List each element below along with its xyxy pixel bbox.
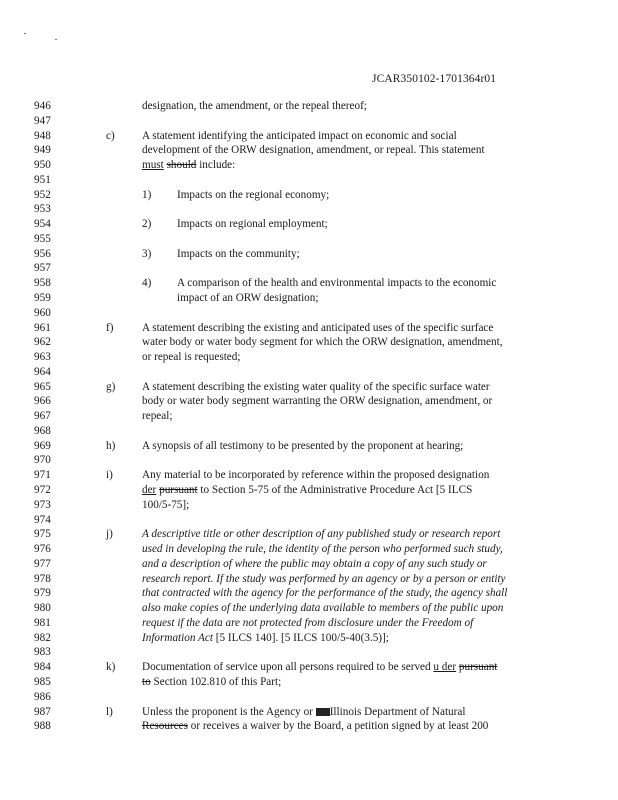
text-run: to Section 5-75 of the Administrative Procedure Act [5 ILCS [197, 484, 473, 497]
text-run: repeal; [142, 410, 173, 423]
item-label: 1) [142, 188, 152, 201]
document-line [0, 661, 618, 674]
item-label: g) [106, 380, 116, 393]
line-number: 982 [34, 631, 51, 644]
text-run: [5 ILCS 140]. [5 ILCS 100/5-40(3.5)]; [212, 631, 389, 644]
line-number: 955 [34, 232, 51, 245]
item-label: l) [106, 705, 113, 718]
line-text [142, 336, 503, 349]
line-number: 951 [34, 173, 51, 186]
line-text [142, 144, 485, 157]
document-line [0, 706, 618, 719]
item-label: h) [106, 439, 116, 452]
text-run: that contracted with the agency for the performance of the study, the agency shall [142, 587, 508, 600]
line-text [142, 395, 492, 408]
document-line [0, 528, 618, 541]
line-number: 958 [34, 277, 51, 290]
text-run: Impacts on regional employment; [177, 218, 328, 231]
text-run: Information Act [142, 631, 213, 644]
item-label: c) [106, 129, 115, 142]
item-label: 4) [142, 277, 152, 290]
document-line [0, 573, 618, 586]
line-number: 947 [34, 114, 51, 127]
document-line [0, 159, 618, 172]
text-run: or receives a waiver by the Board, a petition signed by at least 200 [187, 720, 489, 733]
line-number: 969 [34, 439, 51, 452]
text-run: designation, the amendment, or the repeal thereof; [142, 100, 367, 112]
line-number: 985 [34, 676, 51, 689]
line-text [142, 351, 240, 364]
struck-text: pursuant [159, 484, 198, 497]
struck-text: to [142, 676, 151, 689]
line-number: 959 [34, 292, 51, 304]
line-number: 962 [34, 336, 51, 349]
line-number: 977 [34, 557, 51, 570]
line-text [142, 720, 488, 733]
line-number: 976 [34, 543, 51, 556]
document-line [0, 307, 618, 320]
document-line [0, 454, 618, 467]
line-number: 948 [34, 129, 51, 142]
document-line [0, 292, 618, 305]
line-text [142, 587, 507, 600]
document-line [0, 514, 618, 527]
line-number: 973 [34, 498, 51, 511]
redaction-mark [316, 708, 330, 716]
line-number: 954 [34, 218, 51, 231]
line-text [142, 676, 281, 689]
line-number: 956 [34, 247, 51, 260]
line-number: 952 [34, 188, 51, 201]
document-line [0, 130, 618, 143]
text-run: or repeal is requested; [142, 351, 241, 364]
text-run: impact of an ORW designation; [177, 292, 319, 304]
text-run: used in developing the rule, the identity of the person who performed such study, [142, 543, 503, 556]
text-run: development of the ORW designation, amendment, or repeal. This statement [142, 144, 485, 157]
text-run: water body or water body segment for which the ORW designation, amendment, [142, 336, 503, 349]
line-number: 963 [34, 351, 51, 364]
document-line [0, 189, 618, 202]
text-run: Section 102.810 of this Part; [150, 676, 282, 689]
document-line [0, 366, 618, 379]
line-text [177, 218, 328, 231]
line-text [142, 558, 487, 571]
line-text [177, 277, 496, 290]
document-line [0, 440, 618, 453]
line-text [142, 130, 457, 143]
document-line [0, 720, 618, 733]
line-text [142, 617, 473, 630]
document-line [0, 632, 618, 645]
text-run: A synopsis of all testimony to be presented by the proponent at hearing; [142, 439, 464, 452]
document-line [0, 277, 618, 290]
document-line [0, 115, 618, 128]
document-line [0, 395, 618, 408]
line-text [142, 484, 472, 497]
text-run: Documentation of service upon all persons required to be served [142, 661, 434, 674]
item-label: f) [106, 321, 114, 334]
document-line [0, 484, 618, 497]
item-label: k) [106, 661, 116, 674]
item-label: 3) [142, 247, 152, 260]
scan-speck [24, 33, 26, 34]
document-line [0, 617, 618, 630]
document-line [0, 543, 618, 556]
line-text [177, 189, 329, 202]
struck-text: Resources [142, 720, 188, 733]
document-line [0, 676, 618, 689]
document-line [0, 691, 618, 704]
line-text [142, 632, 389, 645]
line-number: 987 [34, 705, 51, 718]
document-line [0, 322, 618, 335]
line-number: 975 [34, 528, 51, 541]
text-run: also make copies of the underlying data available to members of the public upon [142, 602, 504, 615]
line-text [142, 322, 493, 335]
text-run: A statement identifying the anticipated impact on economic and social [142, 129, 457, 142]
line-number: 957 [34, 262, 51, 275]
line-number: 949 [34, 144, 51, 157]
struck-text: should [166, 159, 197, 172]
line-text [177, 292, 318, 305]
document-line [0, 218, 618, 231]
document-line [0, 410, 618, 423]
document-line [0, 100, 618, 113]
text-run: A statement describing the existing water quality of the specific surface water [142, 380, 490, 393]
line-number: 961 [34, 321, 51, 334]
line-number: 964 [34, 365, 51, 378]
text-run: A statement describing the existing and anticipated uses of the specific surface [142, 321, 494, 334]
line-text [142, 410, 172, 423]
line-number: 968 [34, 424, 51, 437]
text-run: and a description of where the public may obtain a copy of any such study or [142, 557, 487, 570]
document-line [0, 248, 618, 261]
text-run: Impacts on the regional economy; [177, 188, 330, 201]
item-label: i) [106, 469, 113, 482]
text-run: A comparison of the health and environmental impacts to the economic [177, 277, 497, 290]
text-run: request if the data are not protected from disclosure under the Freedom of [142, 616, 474, 629]
struck-text: pursuant [458, 661, 498, 674]
text-run: Any material to be incorporated by reference within the proposed designation [142, 469, 490, 482]
line-number: 967 [34, 410, 51, 423]
line-number: 950 [34, 159, 51, 172]
inserted-text: must [142, 159, 164, 172]
scan-speck [55, 39, 57, 40]
line-text [142, 543, 503, 556]
document-line [0, 558, 618, 571]
document-line [0, 144, 618, 157]
line-number: 986 [34, 690, 51, 703]
document-line [0, 602, 618, 615]
line-text [142, 706, 465, 719]
item-label: j) [106, 528, 113, 541]
line-text [142, 661, 497, 674]
line-text [177, 248, 300, 261]
line-number: 988 [34, 720, 51, 733]
line-text [142, 469, 489, 482]
text-run: include: [196, 159, 236, 172]
document-line [0, 587, 618, 600]
text-run: A descriptive title or other description of any published study or research report [142, 528, 501, 541]
document-line [0, 262, 618, 275]
text-run: Illinois Department of Natural [329, 705, 466, 718]
line-number: 960 [34, 306, 51, 319]
document-id-header: JCAR350102-1701364r01 [372, 73, 497, 85]
line-text [142, 573, 506, 586]
line-number: 966 [34, 395, 51, 408]
line-text [142, 440, 463, 453]
document-line [0, 646, 618, 659]
line-number: 972 [34, 484, 51, 497]
line-number: 979 [34, 587, 51, 600]
document-line [0, 469, 618, 482]
line-text [142, 602, 503, 615]
document-line [0, 499, 618, 512]
document-line [0, 233, 618, 246]
line-text [142, 499, 189, 512]
document-line [0, 425, 618, 438]
line-number: 965 [34, 380, 51, 393]
line-text [142, 528, 500, 541]
text-run: Unless the proponent is the Agency or [142, 705, 316, 718]
document-line [0, 203, 618, 216]
document-line [0, 351, 618, 364]
document-line [0, 336, 618, 349]
line-number: 946 [34, 100, 51, 112]
inserted-text: der [142, 484, 157, 497]
document-line [0, 381, 618, 394]
text-run: 100/5-75]; [142, 498, 190, 511]
text-run: body or water body segment warranting the ORW designation, amendment, or [142, 395, 493, 408]
line-number: 980 [34, 602, 51, 615]
line-number: 984 [34, 661, 51, 674]
line-text [142, 159, 235, 172]
line-number: 953 [34, 203, 51, 216]
line-number: 983 [34, 646, 51, 659]
document-line [0, 174, 618, 187]
line-text [142, 381, 490, 394]
line-text [142, 100, 367, 113]
item-label: 2) [142, 218, 152, 231]
line-number: 970 [34, 454, 51, 467]
text-run: Impacts on the community; [177, 247, 300, 260]
text-run: research report. If the study was performed by an agency or by a person or entity [142, 572, 506, 585]
inserted-text: u der [433, 661, 457, 674]
line-number: 974 [34, 513, 51, 526]
line-number: 981 [34, 616, 51, 629]
line-number: 978 [34, 572, 51, 585]
line-number: 971 [34, 469, 51, 482]
